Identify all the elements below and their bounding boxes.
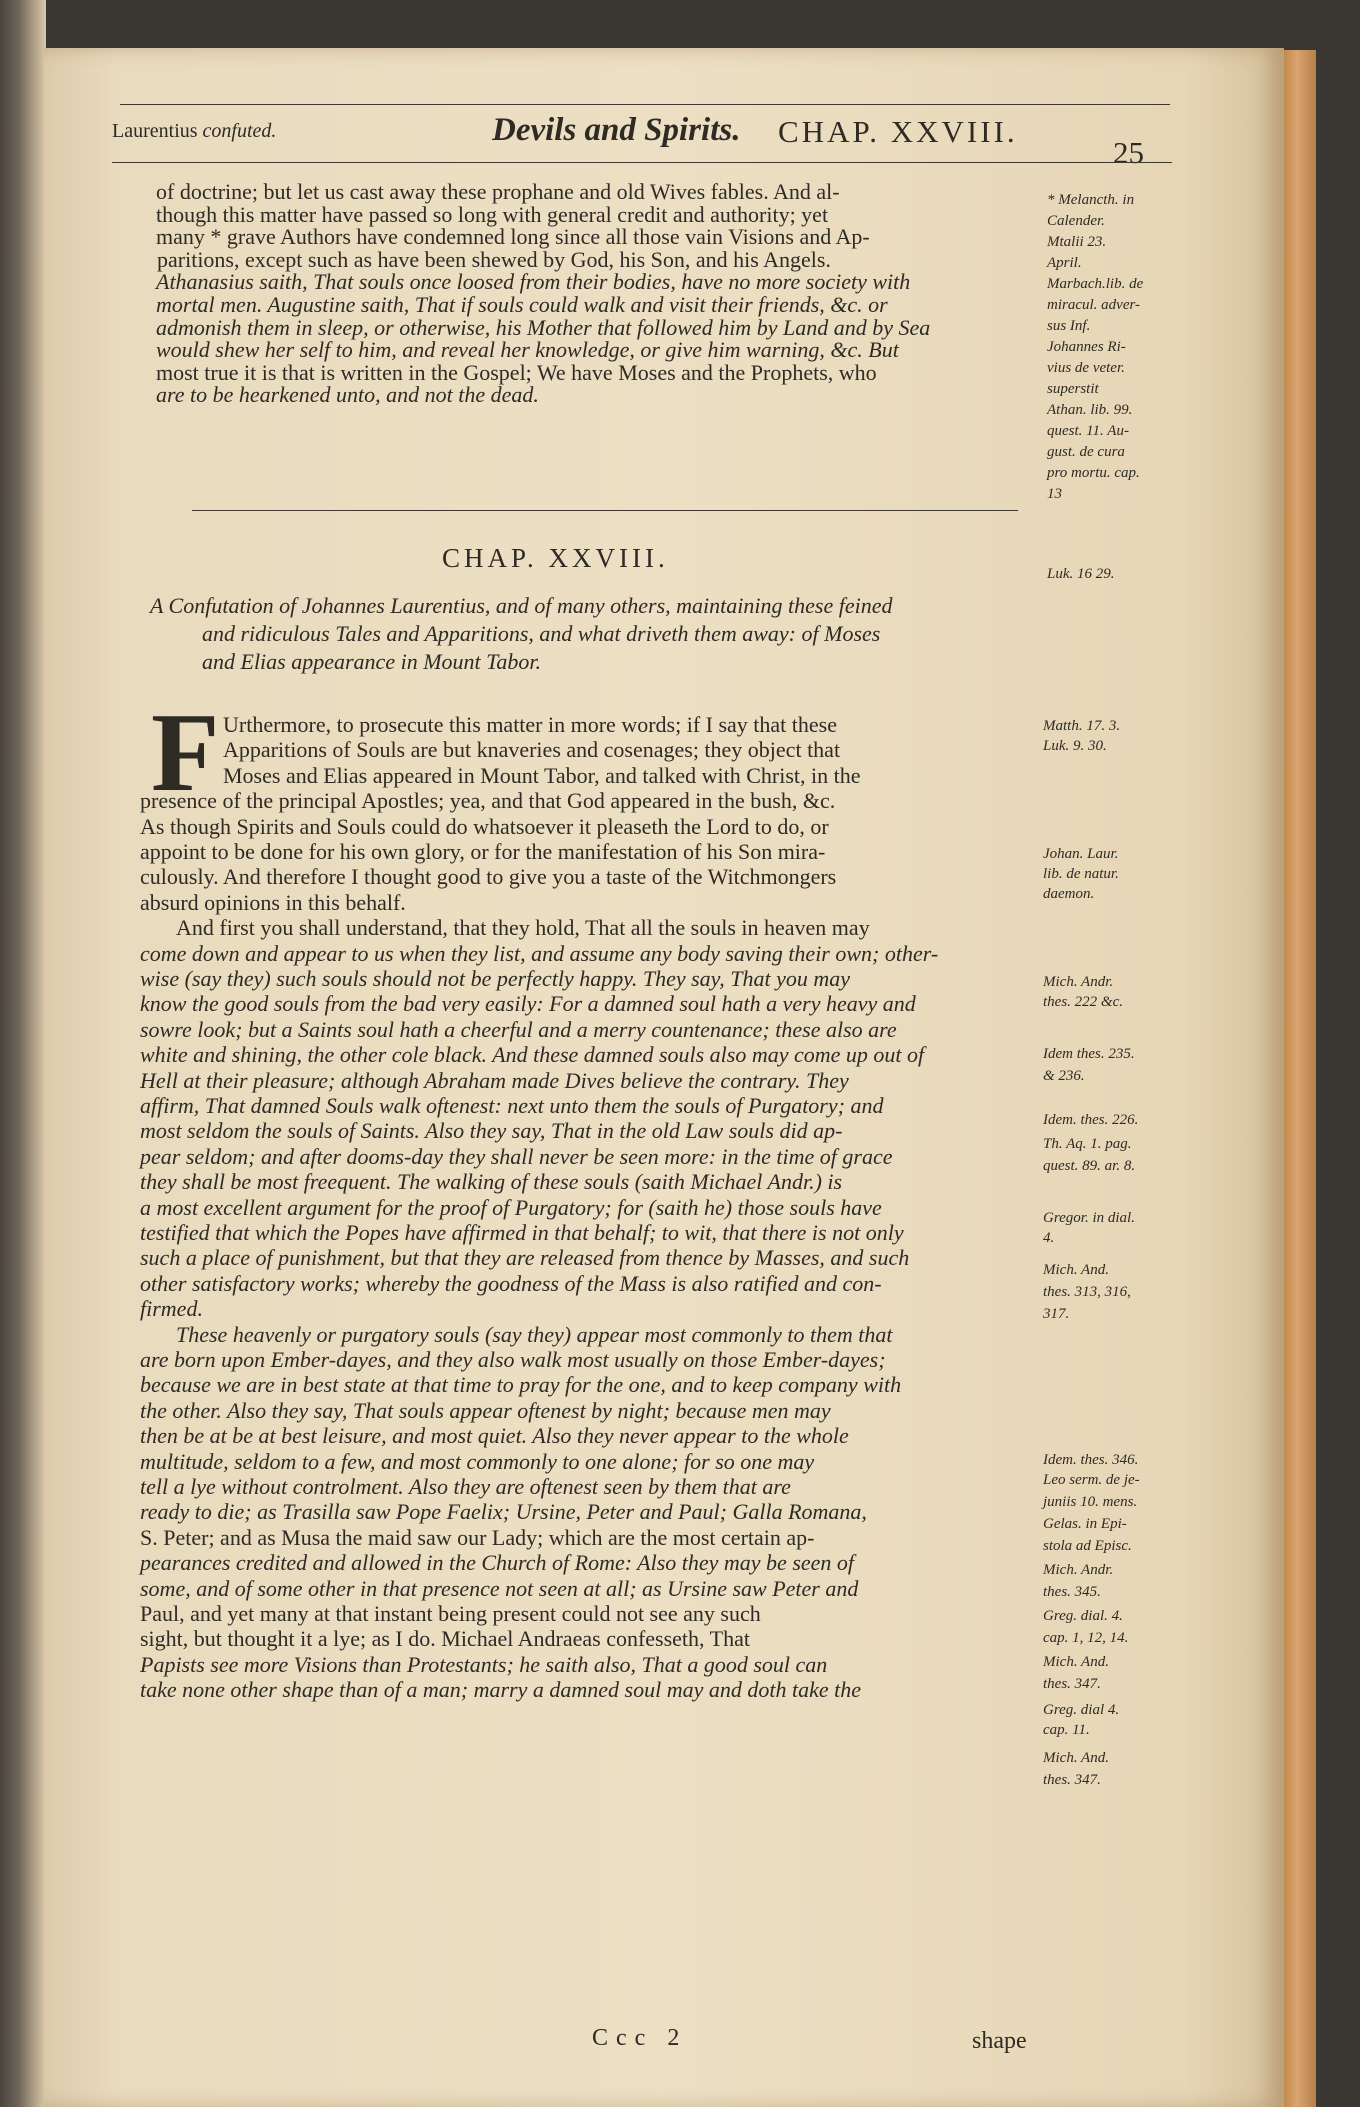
margin-note: Luk. 16 29. <box>1047 566 1115 582</box>
margin-note: Idem thes. 235. <box>1043 1046 1135 1062</box>
margin-note: Greg. dial. 4. <box>1043 1608 1123 1624</box>
margin-note: Mich. Andr. <box>1043 974 1114 990</box>
text-line: S. Peter; and as Musa the maid saw our Lady; which are the most certain ap- <box>140 1524 815 1550</box>
text-line: affirm, That damned Souls walk oftenest: next unto them the souls of Purgatory; and <box>140 1093 884 1118</box>
margin-note: Athan. lib. 99. <box>1047 402 1133 418</box>
margin-note: Idem. thes. 346. <box>1043 1452 1139 1468</box>
text-line: Paul, and yet many at that instant being present could not see any such <box>140 1601 761 1626</box>
margin-note: Greg. dial 4. <box>1043 1702 1120 1718</box>
margin-note: stola ad Episc. <box>1043 1538 1132 1554</box>
margin-note: Mich. And. <box>1043 1654 1109 1670</box>
text-line: testified that which the Popes have affirmed in that behalf; to wit, that there is not only <box>140 1220 904 1245</box>
margin-note: Idem. thes. 226. <box>1043 1112 1139 1128</box>
margin-note: lib. de natur. <box>1043 866 1119 882</box>
margin-note: Mtalii 23. <box>1047 234 1107 250</box>
running-chapter: CHAP. XXVIII. <box>778 114 1018 149</box>
margin-note: miracul. adver- <box>1047 297 1141 313</box>
text-line: culously. And therefore I thought good to give you a taste of the Witchmongers <box>140 864 837 890</box>
catchword: shape <box>972 2028 1027 2054</box>
text-line: take none other shape than of a man; marry a damned soul may and doth take the <box>140 1677 861 1703</box>
margin-note: gust. de cura <box>1047 444 1125 460</box>
head-rule-bottom <box>112 162 1172 163</box>
text-line: some, and of some other in that presence not seen at all; as Ursine saw Peter and <box>140 1575 859 1601</box>
margin-note: cap. 1, 12, 14. <box>1043 1630 1129 1646</box>
text-line: they shall be most freequent. The walking of these souls (saith Michael Andr.) is <box>140 1169 843 1195</box>
margin-note: & 236. <box>1043 1068 1085 1084</box>
margin-note: daemon. <box>1043 886 1095 902</box>
text-line: many * grave Authors have condemned long since all those vain Visions and Ap- <box>156 224 870 250</box>
text-line: Apparitions of Souls are but knaveries and cosenages; they object that <box>223 737 841 763</box>
margin-note: Johannes Ri- <box>1047 339 1126 355</box>
margin-note: April. <box>1047 255 1082 271</box>
text-line: absurd opinions in this behalf. <box>140 889 406 915</box>
text-line: Athanasius saith, That souls once loosed from their bodies, have no more society with <box>156 269 911 295</box>
summary-line: A Confutation of Johannes Laurentius, and of many others, maintaining these feined <box>150 593 893 618</box>
text-line: tell a lye without controlment. Also they are oftenest seen by them that are <box>140 1474 791 1499</box>
margin-note: Mich. Andr. <box>1043 1562 1114 1578</box>
running-head-left: Laurentius confuted. <box>112 120 277 142</box>
book-gutter <box>0 0 46 2107</box>
text-line: sight, but thought it a lye; as I do. Michael Andraeas confesseth, That <box>140 1626 750 1652</box>
text-line: paritions, except such as have been shewed by God, his Son, and his Angels. <box>157 246 831 272</box>
margin-note: 317. <box>1043 1306 1070 1322</box>
text-line: come down and appear to us when they list, and assume any body saving their own; other- <box>140 940 939 966</box>
text-line: such a place of punishment, but that they are released from thence by Masses, and such <box>140 1245 910 1271</box>
chapter-title: CHAP. XXVIII. <box>442 543 669 573</box>
margin-note: juniis 10. mens. <box>1043 1494 1138 1510</box>
margin-note: Gregor. in dial. <box>1043 1210 1135 1226</box>
text-line: though this matter have passed so long with general credit and authority; yet <box>156 201 829 227</box>
text-line: of doctrine; but let us cast away these prophane and old Wives fables. And al- <box>156 179 840 204</box>
text-line: a most excellent argument for the proof of Purgatory; for (saith he) those souls have <box>140 1194 882 1220</box>
text-line: admonish them in sleep, or otherwise, his Mother that followed him by Land and by Sea <box>156 314 931 340</box>
text-line: Hell at their pleasure; although Abraham made Dives believe the contrary. They <box>140 1067 849 1093</box>
summary-line: and ridiculous Tales and Apparitions, and what driveth them away: of Moses <box>202 621 881 646</box>
margin-note: thes. 313, 316, <box>1043 1284 1131 1300</box>
text-line: Urthermore, to prosecute this matter in more words; if I say that these <box>223 712 837 737</box>
margin-note: 4. <box>1043 1230 1055 1246</box>
margin-note: * Melancth. in <box>1047 192 1135 208</box>
text-line: because we are in best state at that time to pray for the one, and to keep company with <box>140 1372 902 1398</box>
margin-note: pro mortu. cap. <box>1047 465 1140 481</box>
text-line: presence of the principal Apostles; yea, and that God appeared in the bush, &c. <box>140 788 836 814</box>
text-line: Moses and Elias appeared in Mount Tabor, and talked with Christ, in the <box>223 762 861 788</box>
text-line: know the good souls from the bad very easily: For a damned soul hath a very heavy and <box>140 991 916 1017</box>
margin-note: quest. 11. Au- <box>1047 423 1129 439</box>
text-line: ready to die; as Trasilla saw Pope Faelix; Ursine, Peter and Paul; Galla Romana, <box>140 1499 867 1525</box>
margin-note: thes. 347. <box>1043 1676 1101 1692</box>
summary-line: and Elias appearance in Mount Tabor. <box>202 649 541 674</box>
text-line: would shew her self to him, and reveal her knowledge, or give him warning, &c. But <box>156 337 899 363</box>
margin-note: Th. Aq. 1. pag. <box>1043 1136 1132 1152</box>
margin-note: Marbach.lib. de <box>1047 276 1144 292</box>
margin-note: Calender. <box>1047 213 1105 229</box>
text-line: most true it is that is written in the Gospel; We have Moses and the Prophets, who <box>156 359 877 385</box>
text-line: are to be hearkened unto, and not the dead. <box>156 382 539 408</box>
margin-note: superstit <box>1047 381 1099 397</box>
margin-note: Gelas. in Epi- <box>1043 1516 1127 1532</box>
page-number: 25 <box>1113 135 1144 170</box>
margin-note: Mich. And. <box>1043 1750 1109 1766</box>
text-line: Papists see more Visions than Protestants; he saith also, That a good soul can <box>140 1651 828 1677</box>
text-line: then be at be at best leisure, and most quiet. Also they never appear to the whole <box>140 1423 849 1449</box>
text-line: These heavenly or purgatory souls (say they) appear most commonly to them that <box>176 1321 893 1347</box>
margin-note: Johan. Laur. <box>1043 846 1119 862</box>
text-line: sowre look; but a Saints soul hath a cheerful and a merry countenance; these also are <box>140 1016 897 1042</box>
text-line: most seldom the souls of Saints. Also they say, That in the old Law souls did ap- <box>140 1118 843 1144</box>
text-line: pear seldom; and after dooms-day they shall never be seen more: in the time of grace <box>140 1143 893 1169</box>
page-edge <box>1284 50 1316 2107</box>
text-line: appoint to be done for his own glory, or for the manifestation of his Son mira- <box>140 839 826 864</box>
chapter-divider-rule <box>192 510 1018 511</box>
text-line: are born upon Ember-dayes, and they also walk most usually on those Ember-dayes; <box>140 1347 886 1372</box>
margin-note: quest. 89. ar. 8. <box>1043 1158 1136 1174</box>
margin-note: Mich. And. <box>1043 1262 1109 1278</box>
margin-note: vius de veter. <box>1047 360 1125 376</box>
signature-mark: Ccc 2 <box>592 2025 688 2051</box>
text-line: wise (say they) such souls should not be perfectly happy. They say, That you may <box>140 966 850 991</box>
margin-note: sus Inf. <box>1047 318 1091 334</box>
text-line: mortal men. Augustine saith, That if souls could walk and visit their friends, &c. or <box>156 292 888 317</box>
text-line: white and shining, the other cole black. And these damned souls also may come up out of <box>140 1042 925 1068</box>
text-line: firmed. <box>140 1296 203 1322</box>
margin-note: thes. 345. <box>1043 1584 1101 1600</box>
running-title: Devils and Spirits. <box>492 112 741 148</box>
text-line: the other. Also they say, That souls appear oftenest by night; because men may <box>140 1397 831 1423</box>
margin-note: Matth. 17. 3. <box>1043 718 1121 734</box>
text-line: pearances credited and allowed in the Church of Rome: Also they may be seen of <box>140 1550 855 1576</box>
margin-note: Luk. 9. 30. <box>1043 738 1107 754</box>
margin-note: thes. 222 &c. <box>1043 994 1123 1010</box>
head-rule-top <box>120 104 1170 105</box>
margin-note: Leo serm. de je- <box>1043 1472 1140 1488</box>
text-line: And first you shall understand, that they hold, That all the souls in heaven may <box>176 915 870 941</box>
margin-note: cap. 11. <box>1043 1722 1090 1738</box>
text-line: other satisfactory works; whereby the goodness of the Mass is also ratified and con- <box>140 1270 882 1296</box>
margin-note: thes. 347. <box>1043 1772 1101 1788</box>
margin-note: 13 <box>1047 486 1062 502</box>
text-line: As though Spirits and Souls could do whatsoever it pleaseth the Lord to do, or <box>140 813 829 839</box>
text-line: multitude, seldom to a few, and most commonly to one alone; for so one may <box>140 1448 815 1474</box>
drop-cap: F <box>151 691 220 815</box>
